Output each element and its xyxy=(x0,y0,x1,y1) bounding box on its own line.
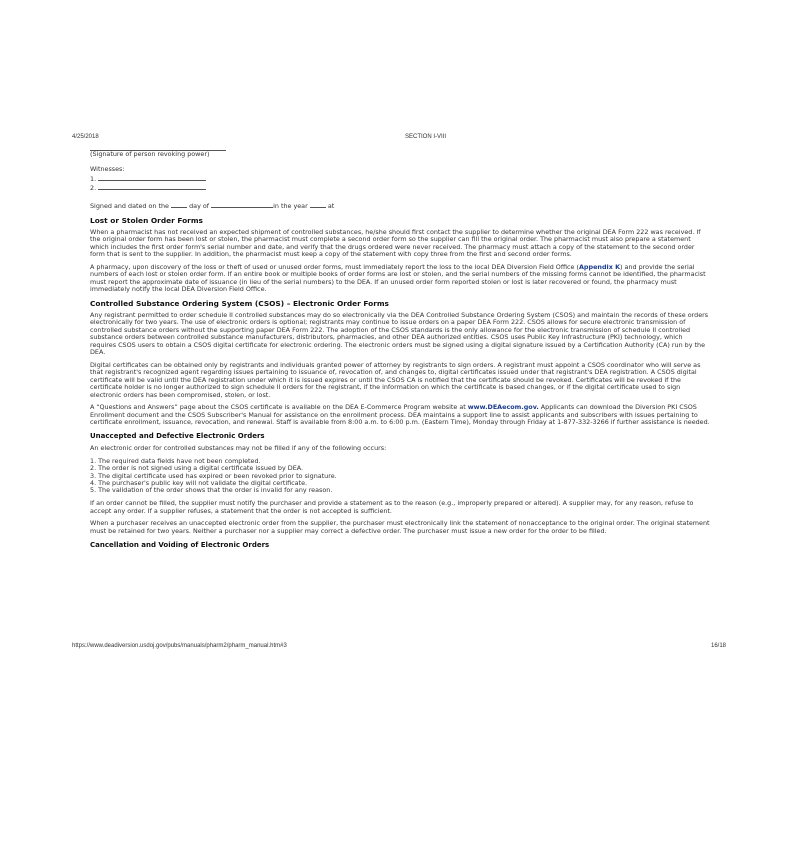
unaccepted-paragraph-3: When a purchaser receives an unaccepted electronic order from the supplier, the purchaser must electronically link the statement of nonacceptance to the original order. The original statement must be retained for two years. Neither a purchaser nor a supplier may correct a defective order. The purchaser must issue a new order for the order to be filled. xyxy=(90,519,710,535)
list-item: 1. The required data fields have not been completed. xyxy=(90,456,261,465)
witness-2-blank xyxy=(98,183,206,190)
year-blank xyxy=(310,201,326,208)
unaccepted-list xyxy=(90,458,710,495)
lost-stolen-heading: Lost or Stolen Order Forms xyxy=(90,216,203,226)
unaccepted-heading: Unaccepted and Defective Electronic Orders xyxy=(90,431,265,440)
witness-1-blank xyxy=(98,174,206,181)
section-title: SECTION I-VIII xyxy=(405,134,447,140)
csos-heading: Controlled Substance Ordering System (CSOS) – Electronic Order Forms xyxy=(90,299,389,309)
revoker-caption: (Signature of person revoking power) xyxy=(90,150,210,158)
document-body xyxy=(90,146,710,554)
day-blank xyxy=(171,201,187,208)
signed-dated-line: Signed and dated on the day of in the year at xyxy=(90,201,335,210)
list-item: 5. The validation of the order shows that the order is invalid for any reason. xyxy=(90,486,333,495)
page-number: 16/18 xyxy=(711,643,727,649)
appendix-k-link[interactable]: Appendix K xyxy=(578,263,621,272)
list-item: 2. The order is not signed using a digital certificate issued by DEA. xyxy=(90,464,304,473)
unaccepted-paragraph-2: If an order cannot be filled, the supplier must notify the purchaser and provide a statement as to the reason (e.g., improperly prepared or altered). A supplier may, for any reason, refuse to accept any order. If a supplier refuses, a statement that the order is not accepted is sufficient. xyxy=(90,499,694,515)
witnesses-label: Witnesses: xyxy=(90,165,125,174)
print-date: 4/25/2018 xyxy=(72,134,99,140)
cancellation-heading: Cancellation and Voiding of Electronic Orders xyxy=(90,540,270,549)
list-item: 4. The purchaser's public key will not validate the digital certificate. xyxy=(90,478,308,487)
witness-line-1: 1. xyxy=(90,174,710,183)
month-blank xyxy=(211,201,273,208)
lost-stolen-paragraph-2: A pharmacy, upon discovery of the loss or theft of used or unused order forms, must immediately report the loss to the local DEA Diversion Field Office (Appendix K) and provide the serial numbers of each lost or stolen order form. If an entire book or multiple books of order forms are lost or stolen, and the serial numbers of the missing forms cannot be identified, the pharmacist must report the approximate date of issuance (in lieu of the serial numbers) to the DEA. If an unused order form reported stolen or lost is later recovered or found, the pharmacy must immediately notify the local DEA Diversion Field Office. xyxy=(90,263,706,294)
list-item: 3. The digital certificate used has expired or been revoked prior to signature. xyxy=(90,471,337,480)
csos-paragraph-3: A “Questions and Answers” page about the CSOS certificate is available on the DEA E-Commerce Program website at www.DEAecom.gov. Applicants can download the Diversion PKI CSOS Enrollment document and the CSOS Subscriber's Manual for assistance on the enrollment process. DEA maintains a support line to assist applicants and subscribers with issues pertaining to certificate enrollment, issuance, revocation, and renewal. Staff is available from 8:00 a.m. to 6:00 p.m. (Eastern Time), Monday through Friday at 1-877-332-3266 if further assistance is needed. xyxy=(90,403,710,427)
page-url: https://www.deadiversion.usdoj.gov/pubs/manuals/pharm2/pharm_manual.htm#3 xyxy=(72,643,287,649)
deaecom-link[interactable]: www.DEAecom.gov. xyxy=(467,403,539,412)
lost-stolen-paragraph-1: When a pharmacist has not received an expected shipment of controlled substances, he/she should first contact the supplier to determine whether the original DEA Form 222 was received. If the original order form has been lost or stolen, the pharmacist must complete a second order form so the supplier can fill the original order. The pharmacist must also prepare a statement which includes the first order form's serial number and date, and verify that the drugs ordered were never received. The pharmacy must attach a copy of the statement to the second order form that is sent to the supplier. In addition, the pharmacist must keep a copy of the statement with copy three from the first and second order forms. xyxy=(90,228,701,259)
witness-line-2: 2. xyxy=(90,183,710,192)
csos-paragraph-2: Digital certificates can be obtained only by registrants and individuals granted power of attorney by registrants to sign orders. A registrant must appoint a CSOS coordinator who will serve as that registrant's recognized agent regarding issues pertaining to issuance of, revocation of, and changes to, digital certificates issued under that registrant's DEA registration. A CSOS digital certificate will be valid until the DEA registration under which it is issued expires or until the CSOS CA is notified that the certificate should be revoked. Certificates will be revoked if the certificate holder is no longer authorized to sign schedule II orders for the registrant, if the information on which the certificate is based changes, or if the digital certificate used to sign electronic orders has been compromised, stolen, or lost. xyxy=(90,360,701,399)
unaccepted-intro: An electronic order for controlled substances may not be filled if any of the following occurs: xyxy=(90,443,387,452)
csos-paragraph-1: Any registrant permitted to order schedule II controlled substances may do so electronically via the DEA Controlled Substance Ordering System (CSOS) and maintain the records of these orders electronically for two years. The use of electronic orders is optional; registrants may continue to issue orders on a paper DEA Form 222. CSOS allows for secure electronic transmission of controlled substance orders without the supporting paper DEA Form 222. The adoption of the CSOS standards is the only allowance for the electronic transmission of schedule II controlled substance orders between controlled substance manufacturers, distributors, pharmacies, and other DEA authorized entities. CSOS uses Public Key Infrastructure (PKI) technology, which requires CSOS users to obtain a CSOS digital certificate for electronic ordering. The electronic orders must be signed using a digital signature issued by a Certification Authority (CA) run by the DEA. xyxy=(90,311,709,357)
